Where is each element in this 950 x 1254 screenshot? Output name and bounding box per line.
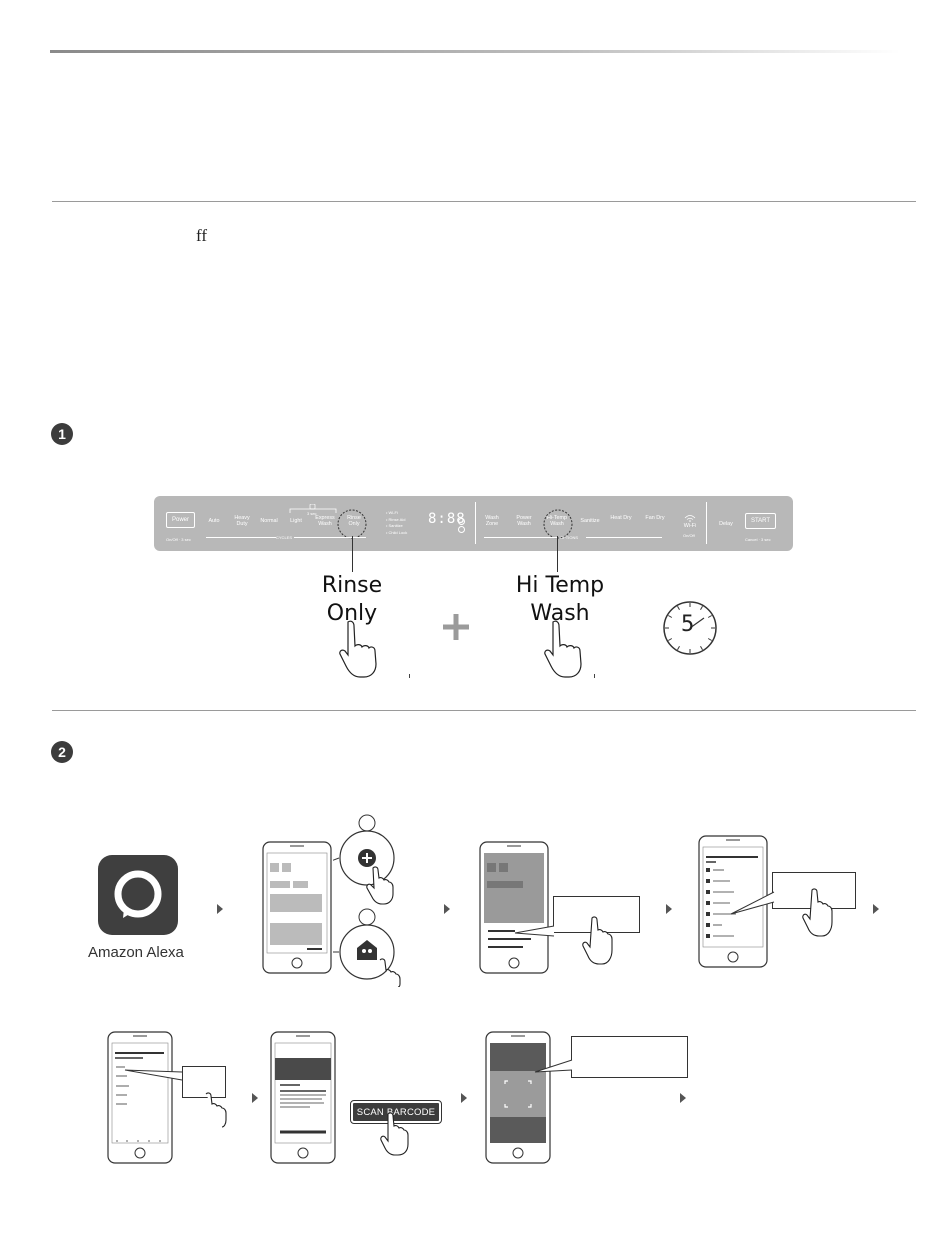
cycles-rule-right: [294, 537, 366, 538]
add-and-devices-callouts: [333, 812, 428, 987]
control-panel: [154, 496, 793, 551]
arrow-right-icon: [665, 903, 673, 915]
panel-separator: [475, 502, 476, 544]
phone-screen-scan-instructions: [270, 1031, 336, 1164]
phone-screen-barcode-scanner: [485, 1031, 551, 1164]
alexa-app-icon[interactable]: [98, 855, 178, 935]
wifi-sub-label: On/Off: [683, 533, 695, 538]
status-dot-icon: [458, 526, 465, 533]
lock-time-label: 3 sec: [307, 511, 317, 516]
start-button[interactable]: START: [745, 513, 776, 529]
power-sub-label: On/Off · 3 sec: [166, 537, 191, 542]
arrow-right-icon: [679, 1092, 687, 1104]
power-button[interactable]: Power: [166, 512, 195, 528]
arrow-right-icon: [872, 903, 880, 915]
text-fragment: ff: [196, 226, 208, 245]
cycle-heavy-duty[interactable]: Heavy Duty: [234, 515, 250, 527]
option-power-wash[interactable]: Power Wash: [516, 515, 532, 527]
tap-hand-icon: [338, 620, 390, 678]
cycles-rule-left: [206, 537, 276, 538]
arrow-right-icon: [251, 1092, 259, 1104]
option-hi-temp-wash[interactable]: Hi-Temp Wash: [546, 515, 568, 527]
step-badge-2: 2: [51, 741, 73, 763]
cycle-rinse-only[interactable]: Rinse Only: [347, 515, 361, 527]
wifi-icon: [684, 514, 696, 522]
option-sanitize[interactable]: Sanitize: [580, 518, 600, 524]
callout-pointer-hand: [512, 906, 622, 968]
cycles-label: CYCLES: [276, 535, 293, 540]
arrow-right-icon: [460, 1092, 468, 1104]
option-heat-dry[interactable]: Heat Dry: [610, 515, 632, 521]
cycle-express-wash[interactable]: Express Wash: [315, 515, 335, 527]
hitemp-leader-line: [557, 536, 558, 572]
indicator-list: [386, 510, 407, 536]
options-rule-left: [484, 537, 558, 538]
callout-pointer: [530, 1058, 580, 1078]
wifi-button[interactable]: Wi-Fi: [683, 523, 697, 529]
callout-box: [571, 1036, 688, 1078]
lock-icon: [310, 504, 315, 509]
header-gradient-bar: [50, 50, 900, 53]
alexa-app-label: Amazon Alexa: [88, 944, 184, 961]
section-divider: [52, 710, 916, 711]
indicator-rinse-aid: • Rinse Aid: [386, 516, 406, 522]
options-label: OPTIONS: [560, 535, 579, 540]
cycle-auto[interactable]: Auto: [208, 518, 220, 524]
rinse-only-label: Rinse Only: [321, 573, 383, 626]
step-badge-1: 1: [51, 423, 73, 445]
time-display: 8:88: [428, 511, 466, 527]
alexa-logo-icon: [98, 855, 178, 935]
callout-pointer-hand: [120, 1066, 240, 1128]
arrow-right-icon: [443, 903, 451, 915]
indicator-child-lock: • Child Lock: [386, 529, 408, 535]
start-sub-label: Cancel · 3 sec: [745, 537, 771, 542]
timer-seconds: 5: [681, 612, 695, 637]
callout-pointer-hand: [730, 880, 840, 942]
phone-screen-devices: [262, 841, 332, 974]
option-wash-zone[interactable]: Wash Zone: [485, 515, 499, 527]
delay-button[interactable]: Delay: [719, 521, 733, 527]
rinse-leader-line: [352, 536, 353, 572]
tap-hand-icon: [543, 620, 595, 678]
indicator-sanitize: • Sanitize: [386, 523, 403, 528]
hi-temp-wash-label: Hi Temp Wash: [515, 573, 605, 626]
tick-mark: [409, 674, 410, 678]
options-rule-right: [586, 537, 662, 538]
indicator-wifi: • Wi-Fi: [386, 510, 398, 515]
tick-mark: [594, 674, 595, 678]
scan-barcode-button[interactable]: SCAN BARCODE: [351, 1101, 441, 1123]
cycle-light[interactable]: Light: [290, 518, 302, 524]
option-fan-dry[interactable]: Fan Dry: [645, 515, 665, 521]
panel-separator: [706, 502, 707, 544]
tap-hand-icon: [380, 1112, 425, 1157]
status-dot-icon: [458, 518, 465, 525]
arrow-right-icon: [216, 903, 224, 915]
cycle-normal[interactable]: Normal: [260, 518, 278, 524]
section-divider: [52, 201, 916, 202]
plus-icon: [441, 612, 471, 642]
